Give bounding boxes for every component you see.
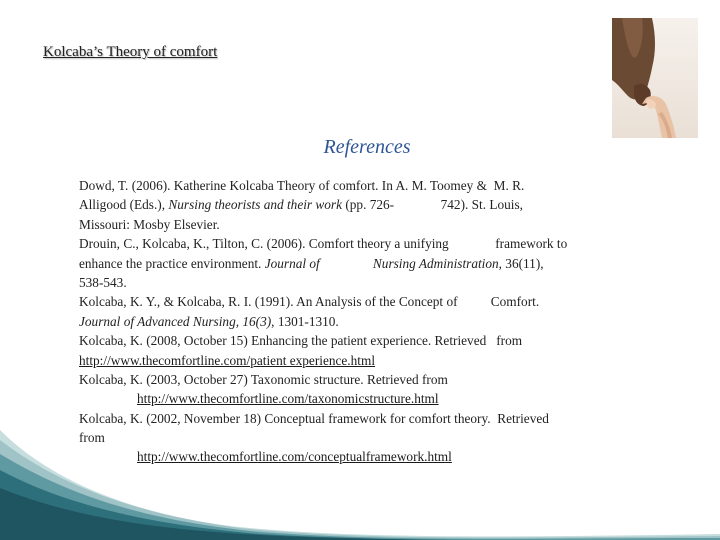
reference-text: , 36(11), bbox=[498, 255, 544, 271]
journal-title: Journal of Advanced Nursing, 16(3) bbox=[79, 313, 272, 329]
adult-and-child-hands-icon bbox=[612, 18, 698, 138]
journal-title: Journal of Nursing Administration bbox=[264, 255, 499, 271]
hands-photo bbox=[612, 18, 698, 138]
reference-text: enhance the practice environment. bbox=[79, 255, 265, 271]
reference-line: Kolcaba, K. Y., & Kolcaba, R. I. (1991). An Analysis of the Concept of Comfort. bbox=[79, 294, 540, 310]
reference-line: Kolcaba, K. (2003, October 27) Taxonomic structure. Retrieved from bbox=[79, 371, 448, 387]
reference-line bbox=[79, 195, 679, 214]
reference-line bbox=[79, 254, 679, 273]
teal-wave-decoration-icon bbox=[0, 430, 720, 540]
references-heading: References bbox=[323, 136, 411, 158]
patient-experience-link[interactable]: http://www.thecomfortline.com/patient experience.html bbox=[79, 352, 376, 368]
reference-link-line bbox=[79, 351, 679, 370]
references-list bbox=[79, 176, 679, 467]
reference-text: Alligood (Eds.), bbox=[79, 197, 169, 213]
reference-link-line bbox=[79, 389, 679, 408]
reference-text: (pp. 726- 742). St. Louis, bbox=[342, 197, 523, 213]
reference-line: Dowd, T. (2006). Katherine Kolcaba Theory of comfort. In A. M. Toomey & M. R. bbox=[79, 178, 525, 193]
reference-line: from bbox=[79, 430, 105, 446]
conceptual-framework-link[interactable]: http://www.thecomfortline.com/conceptualframework.html bbox=[137, 449, 452, 465]
reference-text: , 1301-1310. bbox=[271, 313, 339, 329]
reference-line bbox=[79, 312, 679, 331]
reference-line: Drouin, C., Kolcaba, K., Tilton, C. (2006). Comfort theory a unifying framework to bbox=[79, 236, 568, 252]
taxonomic-structure-link[interactable]: http://www.thecomfortline.com/taxonomicstructure.html bbox=[137, 391, 439, 407]
book-title: Nursing theorists and their work bbox=[168, 197, 343, 213]
reference-line: Kolcaba, K. (2008, October 15) Enhancing the patient experience. Retrieved from bbox=[79, 333, 523, 349]
slide-title: Kolcaba’s Theory of comfort bbox=[43, 44, 218, 60]
reference-line: Missouri: Mosby Elsevier. bbox=[79, 216, 220, 232]
reference-line: Kolcaba, K. (2002, November 18) Conceptual framework for comfort theory. Retrieved bbox=[79, 410, 549, 426]
reference-line: 538-543. bbox=[79, 274, 127, 290]
